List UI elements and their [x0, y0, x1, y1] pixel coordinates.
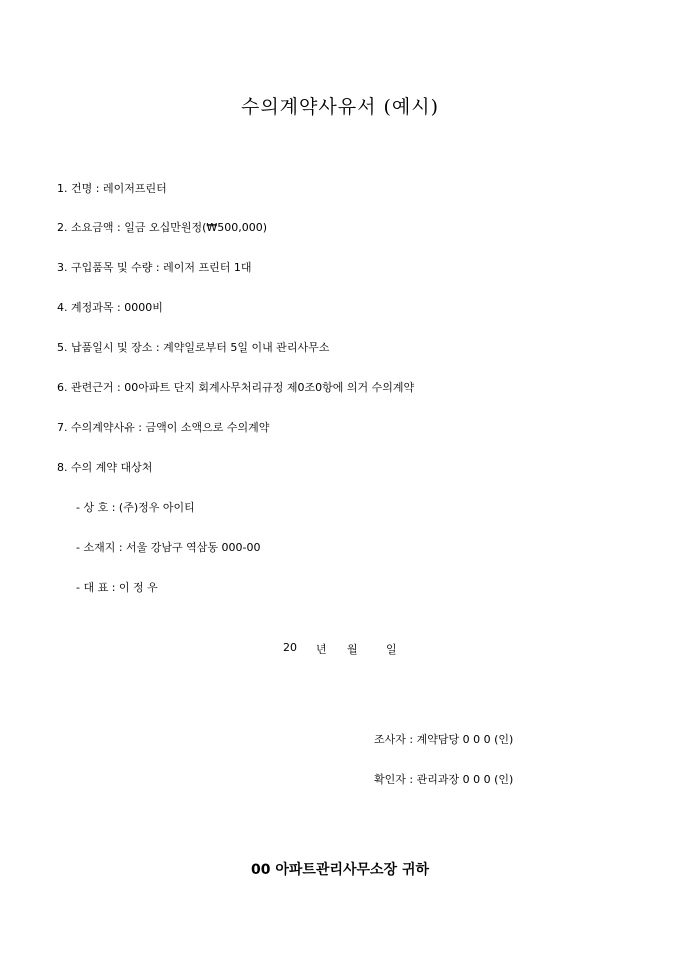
- vendor-name: - 상 호 : (주)정우 아이티: [76, 501, 195, 514]
- signature-investigator: 조사자 : 계약담당 0 0 0 (인): [374, 733, 514, 746]
- item-account: 4. 계정과목 : 0000비: [57, 301, 163, 314]
- item-subject: 1. 건명 : 레이저프린터: [57, 182, 167, 195]
- item-goods: 3. 구입품목 및 수량 : 레이저 프린터 1대: [57, 261, 252, 274]
- document-title: 수의계약사유서 (예시): [240, 96, 440, 118]
- item-basis: 6. 관련근거 : 00아파트 단지 회계사무처리규정 제0조0항에 의거 수의계약: [57, 381, 415, 394]
- date-year-unit: 년: [316, 643, 327, 656]
- date-day-unit: 일: [386, 643, 397, 656]
- signature-confirmer: 확인자 : 관리과장 0 0 0 (인): [374, 773, 514, 786]
- date-month-unit: 월: [347, 643, 358, 656]
- item-delivery: 5. 납품일시 및 장소 : 계약일로부터 5일 이내 관리사무소: [57, 341, 330, 354]
- recipient: 00 아파트관리사무소장 귀하: [251, 862, 429, 878]
- vendor-address: - 소재지 : 서울 강남구 역삼동 000-00: [76, 541, 261, 554]
- item-reason: 7. 수의계약사유 : 금액이 소액으로 수의계약: [57, 421, 270, 434]
- item-vendor-heading: 8. 수의 계약 대상처: [57, 461, 153, 474]
- vendor-representative: - 대 표 : 이 정 우: [76, 581, 158, 594]
- item-amount: 2. 소요금액 : 일금 오십만원정(₩500,000): [57, 221, 268, 234]
- date-year: 20: [283, 641, 297, 654]
